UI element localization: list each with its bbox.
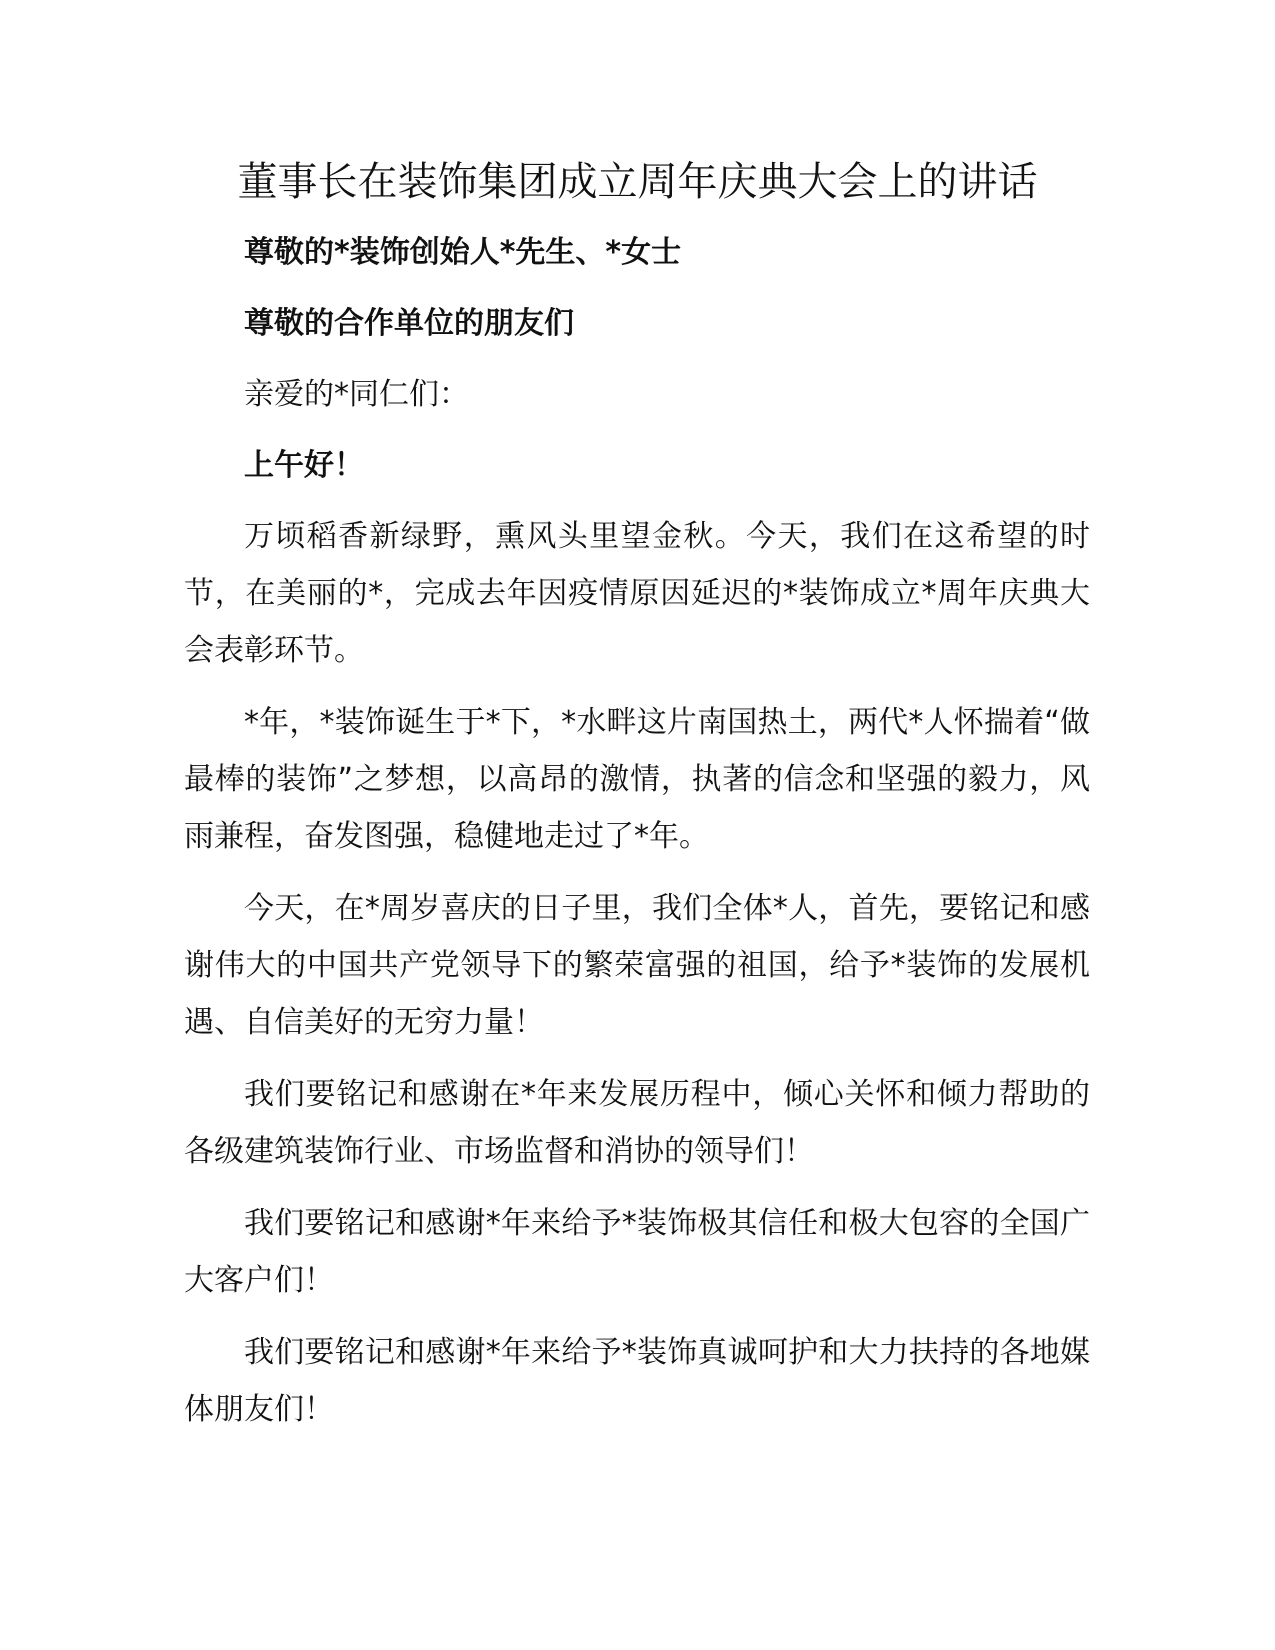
- paragraph-history: *年，*装饰诞生于*下，*水畔这片南国热土，两代*人怀揣着“做最棒的装饰”之梦想，以高昂的激情，执著的信念和坚强的毅力，风雨兼程，奋发图强，稳健地走过了*年。: [184, 705, 1090, 854]
- salutation-partners: 尊敬的合作单位的朋友们: [244, 306, 574, 341]
- paragraph-thanks-leaders: 我们要铭记和感谢在*年来发展历程中，倾心关怀和倾力帮助的各级建筑装饰行业、市场监督和消协的领导们！: [184, 1077, 1090, 1169]
- salutation-founders: 尊敬的*装饰创始人*先生、*女士: [244, 235, 682, 270]
- paragraph-thanks-media: 我们要铭记和感谢*年来给予*装饰真诚呵护和大力扶持的各地媒体朋友们！: [184, 1335, 1090, 1427]
- paragraph-opening: 万顷稻香新绿野，熏风头里望金秋。今天，我们在这希望的时节，在美丽的*，完成去年因疫情原因延迟的*装饰成立*周年庆典大会表彰环节。: [184, 519, 1090, 668]
- paragraph-thanks-customers: 我们要铭记和感谢*年来给予*装饰极其信任和极大包容的全国广大客户们！: [184, 1206, 1090, 1298]
- document-body: [184, 224, 1090, 1453]
- salutation-colleagues: 亲爱的*同仁们：: [244, 377, 469, 412]
- greeting: 上午好！: [244, 448, 364, 483]
- document-title: 董事长在装饰集团成立周年庆典大会上的讲话: [237, 159, 1038, 205]
- paragraph-thanks-country: 今天，在*周岁喜庆的日子里，我们全体*人，首先，要铭记和感谢伟大的中国共产党领导下的繁荣富强的祖国，给予*装饰的发展机遇、自信美好的无穷力量！: [184, 891, 1090, 1040]
